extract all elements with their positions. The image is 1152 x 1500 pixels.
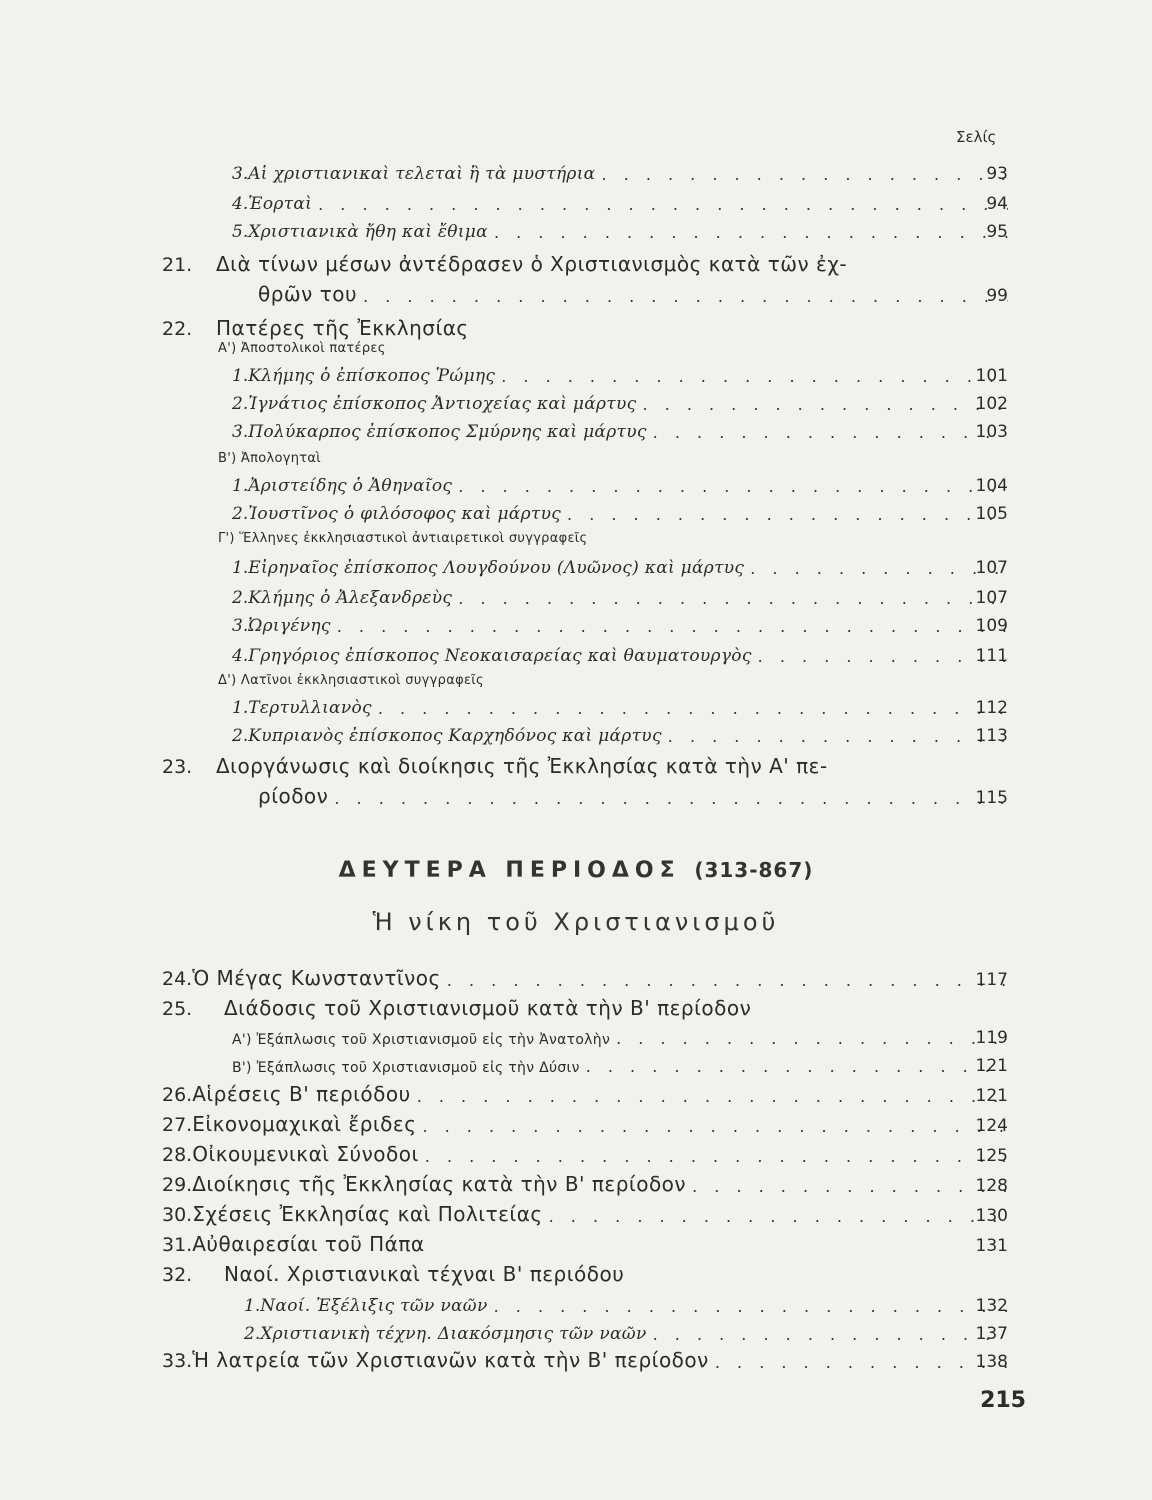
chapter-number: 23. [162,756,193,778]
entry-title: Κυπριανὸς ἐπίσκοπος Καρχηδόνος καὶ μάρτυς [248,726,662,746]
entry-title: Κλήμης ὁ Ἀλεξανδρεὺς [248,588,453,608]
toc-entry [232,606,1008,636]
page-number: 95 [986,222,1008,242]
entry-label: 2. [244,1324,261,1344]
toc-entry [232,466,1008,496]
entry-title: Σχέσεις Ἐκκλησίας καὶ Πολιτείας [192,1202,543,1226]
toc-subheading [218,664,1008,688]
page-number: 130 [975,1206,1008,1226]
leader-dots [543,1207,1008,1226]
leader-dots [488,223,1008,242]
entry-title: Ναοί. Ἐξέλιξις τῶν ναῶν [260,1296,488,1316]
toc-entry [232,688,1008,718]
toc-entry [232,578,1008,608]
entry-title: Α') Ἐξάπλωσις τοῦ Χριστιανισμοῦ εἰς τὴν Ἀνατολὴν [232,1032,611,1048]
page-number: 132 [975,1296,1008,1316]
entry-title: Ἀριστείδης ὁ Ἀθηναῖος [248,476,453,496]
page-number: 117 [975,970,1008,990]
toc-entry [162,748,1008,778]
toc-entry [232,494,1008,524]
toc-entry [162,1196,1008,1226]
toc-entry [162,246,1008,276]
entry-title: Χριστιανικὰ ἤθη καὶ ἔθιμα [248,222,488,242]
entry-title: Διάδοσις τοῦ Χριστιανισμοῦ κατὰ τὴν Β' περίοδον [224,996,752,1020]
toc-entry [162,1136,1008,1166]
toc-entry [162,960,1008,990]
section-subtitle: Ἡ νίκη τοῦ Χριστιανισμοῦ [372,908,780,936]
entry-label: 3. [232,422,249,442]
toc-entry [232,1018,1008,1048]
toc-entry [232,716,1008,746]
entry-title: Ἰουστῖνος ὁ φιλόσοφος καὶ μάρτυς [248,504,562,524]
leader-dots [411,1087,1008,1106]
entry-title: Διὰ τίνων μέσων ἀντέδρασεν ὁ Χριστιανισμὸς κατὰ τῶν ἐχ- [216,252,848,276]
page-number: 93 [986,164,1008,184]
entry-title: Ἰγνάτιος ἐπίσκοπος Ἀντιοχείας καὶ μάρτυς [248,394,637,414]
entry-label: 2. [232,504,249,524]
entry-title: Κλήμης ὁ ἐπίσκοπος Ῥώμης [248,366,496,386]
toc-entry [232,212,1008,242]
toc-entry [244,1286,1008,1316]
page-number: 131 [975,1236,1008,1256]
page-number: 101 [975,366,1008,386]
subheading-text: Α') Ἀποστολικοὶ πατέρες [218,341,386,356]
page-number: 94 [986,194,1008,214]
section-years: (313-867) [694,858,814,882]
entry-title: θρῶν του [258,282,358,306]
toc-entry [232,356,1008,386]
entry-title: Αἱρέσεις Β' περιόδου [192,1082,411,1106]
page-number: 102 [975,394,1008,414]
chapter-number: 24. [162,968,193,990]
toc-entry [232,1046,1008,1076]
entry-title: Πολύκαρπος ἐπίσκοπος Σμύρνης καὶ μάρτυς [248,422,647,442]
entry-label: 1. [232,476,249,496]
page-number: 128 [975,1176,1008,1196]
page-number: 119 [975,1028,1008,1048]
page-number: 107 [975,588,1008,608]
entry-label: 2. [232,588,249,608]
entry-title: Γρηγόριος ἐπίσκοπος Νεοκαισαρείας καὶ θαυματουργὸς [248,646,752,666]
entry-label: 3. [232,616,249,636]
entry-title: Χριστιανικὴ τέχνη. Διακόσμησις τῶν ναῶν [260,1324,647,1344]
chapter-number: 30. [162,1204,193,1226]
entry-title: Ἑορταὶ [248,194,313,214]
page-number: 103 [975,422,1008,442]
entry-title: Διοργάνωσις καὶ διοίκησις τῆς Ἐκκλησίας κατὰ τὴν Α' πε- [216,754,828,778]
chapter-number: 27. [162,1114,193,1136]
leader-dots [416,1117,1008,1136]
page-number: 125 [975,1146,1008,1166]
leader-dots [328,789,1008,808]
leader-dots [441,971,1008,990]
toc-entry [162,1166,1008,1196]
chapter-number: 31. [162,1234,193,1256]
entry-title: Αἱ χριστιανικαὶ τελεταὶ ἢ τὰ μυστήρια [248,164,596,184]
leader-dots [419,1147,1008,1166]
entry-title: Εἰκονομαχικαὶ ἔριδες [192,1112,417,1136]
toc-entry [232,412,1008,442]
toc-entry [232,636,1008,666]
toc-entry [232,154,1008,184]
entry-title: Εἰρηναῖος ἐπίσκοπος Λουγδούνου (Λυῶνος) καὶ μάρτυς [248,558,745,578]
page-number: 124 [975,1116,1008,1136]
page-number: 115 [975,788,1008,808]
page-number: 111 [975,646,1008,666]
subheading-text: Γ') Ἕλληνες ἐκκλησιαστικοὶ ἀντιαιρετικοὶ συγγραφεῖς [218,531,588,546]
toc-entry [162,1106,1008,1136]
toc-entry [162,1342,1008,1372]
chapter-number: 28. [162,1144,193,1166]
toc-subheading [218,332,1008,356]
page-number: 121 [975,1056,1008,1076]
page-number: 112 [975,698,1008,718]
entry-title: Ὁ Μέγας Κωνσταντῖνος [192,966,441,990]
section-title: ΔΕΥΤΕΡΑ ΠΕΡΙΟΔΟΣ [338,858,681,883]
leader-dots [595,165,1008,184]
subheading-text: Β') Ἀπολογηταὶ [218,451,321,466]
folio-page-number: 215 [980,1388,1026,1413]
toc-entry [162,1256,1008,1286]
toc-subheading [218,442,1008,466]
toc-entry [232,384,1008,414]
chapter-number: 21. [162,254,193,276]
entry-label: 3. [232,164,249,184]
page-number: 121 [975,1086,1008,1106]
entry-label: 2. [232,726,249,746]
page-number: 105 [975,504,1008,524]
entry-label: 1. [232,698,249,718]
entry-label: 4. [232,194,249,214]
entry-title: Ναοί. Χριστιανικαὶ τέχναι Β' περιόδου [224,1262,625,1286]
column-header: Σελίς [956,128,997,146]
entry-title: Διοίκησις τῆς Ἐκκλησίας κατὰ τὴν Β' περίοδον [192,1172,687,1196]
entry-title: Οἰκουμενικαὶ Σύνοδοι [192,1142,419,1166]
page-number: 137 [975,1324,1008,1344]
leader-dots [580,1057,1008,1076]
entry-label: 1. [244,1296,261,1316]
entry-title: Αὐθαιρεσίαι τοῦ Πάπα [192,1232,425,1256]
entry-title: ρίοδον [258,784,329,808]
entry-title: Β') Ἐξάπλωσις τοῦ Χριστιανισμοῦ εἰς τὴν Δύσιν [232,1060,580,1076]
chapter-number: 32. [162,1264,193,1286]
toc-entry [244,1314,1008,1344]
toc-entry-continuation [258,778,1008,808]
entry-label: 5. [232,222,249,242]
chapter-number: 22. [162,318,193,340]
page-number: 104 [975,476,1008,496]
page-number: 113 [975,726,1008,746]
toc-subheading [218,522,1008,546]
chapter-number: 33. [162,1350,193,1372]
toc-entry [232,548,1008,578]
leader-dots [357,287,1008,306]
section-heading [0,858,1152,883]
entry-title: Ὠριγένης [248,616,331,636]
chapter-number: 25. [162,998,193,1020]
chapter-number: 26. [162,1084,193,1106]
toc-entry [162,990,1008,1020]
leader-dots [331,617,1008,636]
page-number: 138 [975,1352,1008,1372]
page-number: 109 [975,616,1008,636]
entry-title: Πατέρες τῆς Ἐκκλησίας [216,316,469,340]
entry-label: 1. [232,366,249,386]
toc-entry [162,1076,1008,1106]
chapter-number: 29. [162,1174,193,1196]
subheading-text: Δ') Λατῖνοι ἐκκλησιαστικοὶ συγγραφεῖς [218,673,484,688]
entry-title: Ἡ λατρεία τῶν Χριστιανῶν κατὰ τὴν Β' περίοδον [192,1348,709,1372]
entry-title: Τερτυλλιανὸς [248,698,372,718]
toc-entry-continuation [258,276,1008,306]
entry-label: 4. [232,646,249,666]
page-number: 99 [986,286,1008,306]
toc-entry [162,1226,1008,1256]
page-number: 107 [975,558,1008,578]
entry-label: 2. [232,394,249,414]
toc-entry [232,184,1008,214]
entry-label: 1. [232,558,249,578]
